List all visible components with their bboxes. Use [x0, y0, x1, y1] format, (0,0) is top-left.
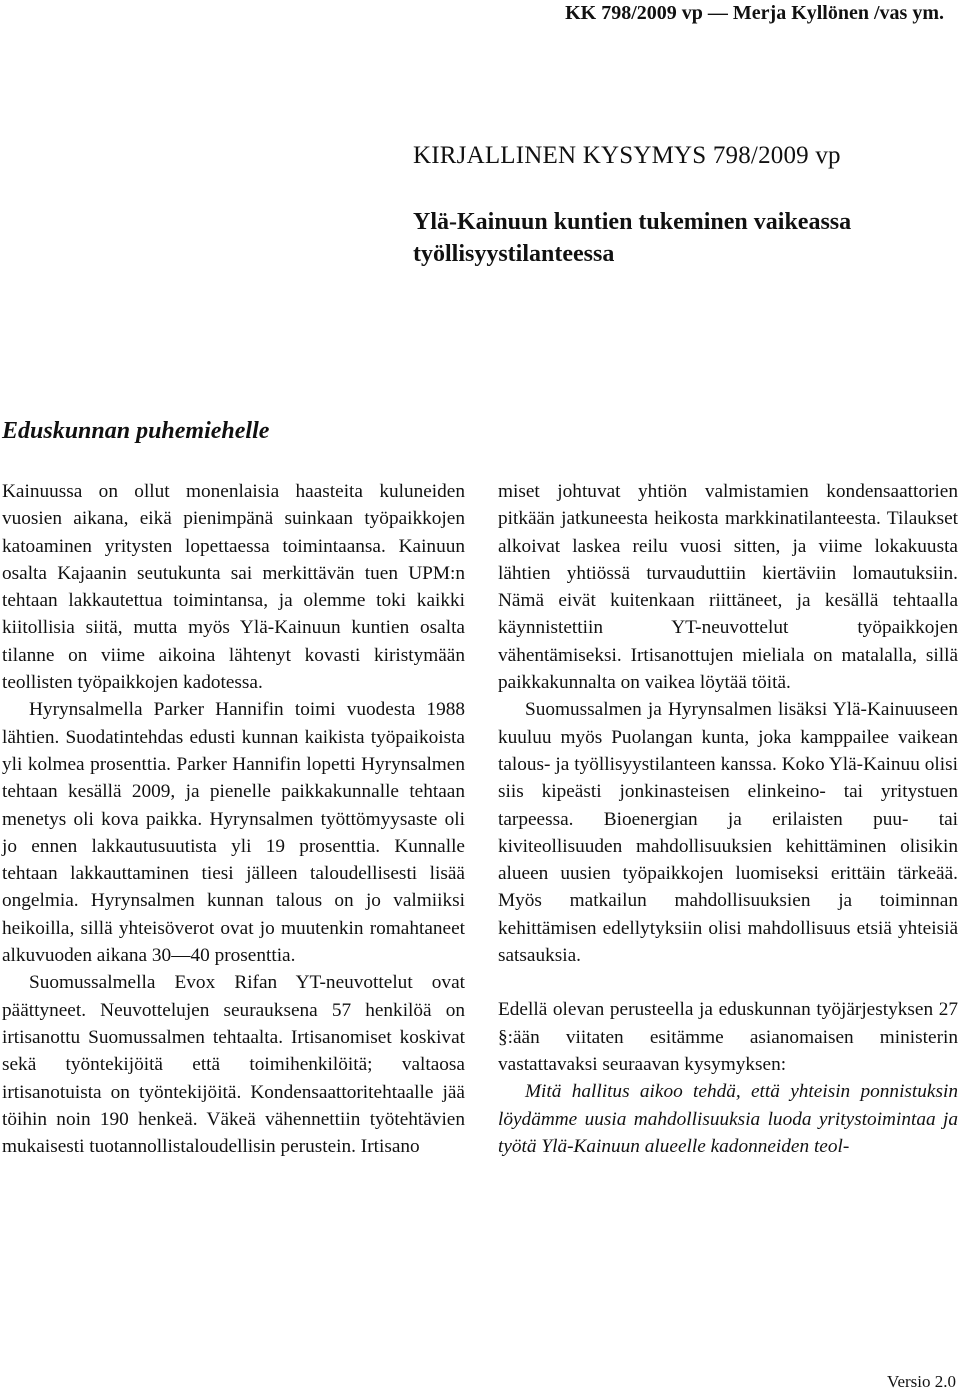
page-header: KK 798/2009 vp — Merja Kyllönen /vas ym.	[565, 2, 944, 24]
version-footer: Versio 2.0	[887, 1372, 956, 1391]
body-column-left	[2, 478, 465, 1160]
paragraph-1: Kainuussa on ollut monenlaisia haasteita kuluneiden vuosien aikana, eikä pienimpänä suinkaan työpaikkojen katoaminen yritysten lopettaessa toimintaansa. Kainuun osalta Kajaanin seutukunta sai merkittävän tuen UPM:n tehtaan lakkautettua toimintansa, ja olemme toki kaikki kiitollisia siitä, mutta myös Ylä-Kainuun kuntien osalta tilanne on viime aikoina lähtenyt kovasti kiristymään teollisten työpaikkojen kadotessa.	[2, 481, 465, 694]
document-subtitle: Ylä-Kainuun kuntien tukeminen vaikeassa työllisyystilanteessa	[413, 209, 852, 267]
paragraph-4: Suomussalmen ja Hyrynsalmen lisäksi Ylä-Kainuuseen kuuluu myös Puolangan kunta, joka kamppailee vaikean talous- ja työllisyystilanteen kanssa. Koko Ylä-Kainuu olisi siis kipeästi jonkinasteisen elinkeino- tai yritystuen tarpeessa. Bioenergian ja erilaisten puu- tai kiviteollisuuden mahdollisuuksien kehittäminen olisikin alueen uusien työpaikkojen luomiseksi erittäin tärkeää. Myös matkailun mahdollisuuksien ja toiminnan kehittämisen edellytyksiin olisi mahdollisuus etsiä yhteisiä satsauksia.	[498, 699, 958, 967]
paragraph-5: Edellä olevan perusteella ja eduskunnan työjärjestyksen 27 §:ään viitaten esitämme asianomaisen ministerin vastattavaksi seuraavan kysymyksen:	[498, 999, 958, 1075]
document-title: KIRJALLINEN KYSYMYS 798/2009 vp	[413, 142, 841, 169]
paragraph-2: Hyrynsalmella Parker Hannifin toimi vuodesta 1988 lähtien. Suodatintehdas edusti kunnan kaikista työpaikoista yli kolmea prosenttia. Parker Hannifin lopetti Hyrynsalmen tehtaan kesällä 2009, ja pienelle paikkakunnalle tehtaan menetys oli kova paikka. Hyrynsalmen työttömyysaste oli jo ennen lakkautusuutista yli 19 prosenttia. Kunnalle tehtaan lakkauttaminen tiesi jälleen taloudellisesti lisää ongelmia. Hyrynsalmen kunnan talous on jo valmiiksi heikoilla, sillä yhteisöverot ovat jo muutenkin romahtaneet alkuvuoden aikana 30—40 prosenttia.	[2, 699, 465, 967]
paragraph-3-continued: miset johtuvat yhtiön valmistamien kondensaattorien pitkään jatkuneesta heikosta markkinatilanteesta. Tilaukset alkoivat laskea reilu vuosi sitten, ja viime lokakuusta lähtien yhtiössä turvauduttiin kiertäviin lomautuksiin. Nämä eivät kuitenkaan riittäneet, ja kesällä tehtaalla käynnistettiin YT-neuvottelut työpaikkojen vähentämiseksi. Irtisanottujen mieliala on matalalla, sillä paikkakunnalta on vaikea löytää töitä.	[498, 481, 958, 694]
paragraph-3: Suomussalmella Evox Rifan YT-neuvottelut ovat päättyneet. Neuvottelujen seurauksena 57 henkilöä on irtisanottu Suomussalmen tehtaalta. Irtisanomiset koskivat sekä työntekijöitä että toimihenkilöitä; valtaosa irtisanotuista on työntekijöitä. Kondensaattoritehtaalle jää töihin noin 190 henkeä. Väkeä vähennettiin työtehtävien mukaisesti tuotannollistaloudellisin perustein. Irtisano	[2, 972, 465, 1158]
salutation: Eduskunnan puhemiehelle	[2, 418, 270, 444]
body-column-right	[498, 478, 958, 1160]
question-text: Mitä hallitus aikoo tehdä, että yhteisin ponnistuksin löydämme uusia mahdollisuuksia luoda yritystoimintaa ja työtä Ylä-Kainuun alueelle kadonneiden teol-	[498, 1081, 958, 1157]
